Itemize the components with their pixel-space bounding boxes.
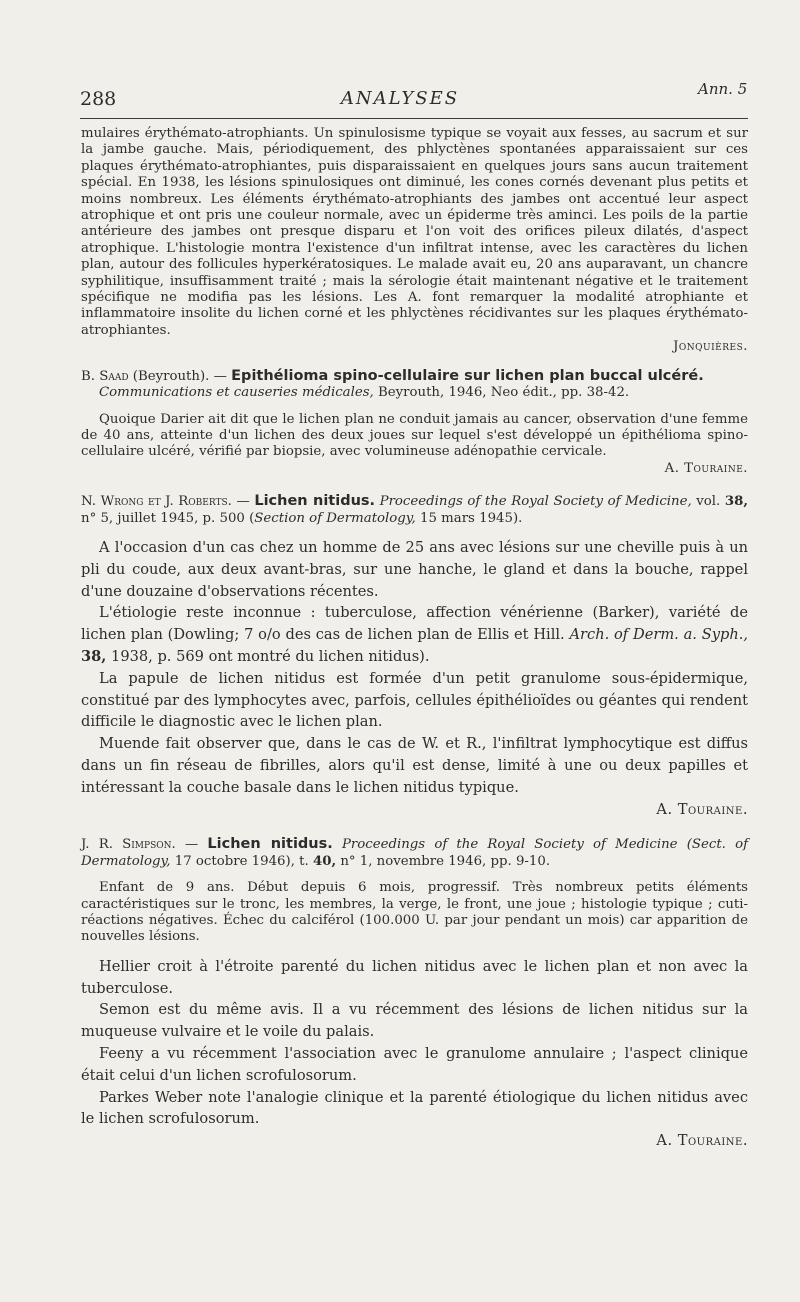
continued-analysis <box>81 126 748 356</box>
source-title: Communications et causeries médicales, <box>99 385 374 401</box>
citation <box>81 368 748 402</box>
citation <box>81 836 748 870</box>
summary-paragraph: Quoique Darier ait dit que le lichen plan ne conduit jamais au cancer, observation d'une femme de 40 ans, atteinte d'un lichen des deux joues sur lequel s'est développé un épithélioma spino-cellulaire ulcéré, vérifié par biopsie, avec volumineuse adénopathie cervicale. <box>81 411 748 460</box>
issue: n° 5, juillet 1945, p. 500 ( <box>81 510 255 526</box>
author-place: (Beyrouth). — <box>132 368 227 384</box>
body-paragraph-etiology <box>81 602 748 667</box>
reference-journal: Arch. of Derm. a. Syph., <box>569 626 748 644</box>
author: N. Wrong et J. Roberts. — <box>81 494 250 510</box>
volume-number: 38, <box>724 494 748 510</box>
section-date: 15 mars 1945). <box>420 510 523 526</box>
article-title: Lichen nitidus. <box>254 493 376 510</box>
analysis-simpson <box>81 836 748 1152</box>
page-body <box>81 126 748 1152</box>
author: J. R. Simpson. — <box>81 837 199 853</box>
volume-label: vol. <box>696 494 721 510</box>
section: Section of Dermatology, <box>254 510 416 526</box>
article-title: Lichen nitidus. <box>207 836 333 853</box>
reference-volume: 38, <box>81 647 107 665</box>
source-details: n° 1, novembre 1946, pp. 9-10. <box>340 853 551 869</box>
body-paragraph: La papule de lichen nitidus est formée d'un petit granulome sous-épidermique, constitué par des lymphocytes avec, parfois, cellules épithélioïdes ou géantes qui rendent difficile le diagnostic avec le lichen plan. <box>81 669 748 731</box>
citation <box>81 493 748 527</box>
article-title: Epithélioma spino-cellulaire sur lichen plan buccal ulcéré. <box>231 367 704 384</box>
reference-details: 1938, p. 569 ont montré du lichen nitidus). <box>111 647 430 665</box>
signature: A. Touraine. <box>656 800 748 818</box>
source-title: Proceedings of the Royal Society of Medicine, <box>379 494 692 510</box>
body-paragraph: A l'occasion d'un cas chez un homme de 25 ans avec lésions sur une cheville puis à un pli du coude, aux deux avant-bras, sur une hanche, le gland et dans la bouche, rappel d'une douzaine d'observations récentes. <box>81 538 748 600</box>
continued-paragraph: mulaires érythémato-atrophiants. Un spinulosisme typique se voyait aux fesses, au sacrum et sur la jambe gauche. Mais, périodiquement, des phlyctènes spontanées apparaissaient sur ces plaques érythémato-atrophiantes, puis disparaissaient en quelques jours sans aucun traitement spécial. En 1938, les lésions spinulosiques ont diminué, les cones cornés devenant plus petits et moins nombreux. Les éléments érythémato-atrophiants des jambes ont accentué leur aspect atrophique et ont pris une couleur normale, avec un épiderme très aminci. Les poils de la partie antérieure des jambes ont presque disparu et l'on voit des orifices pileux dilatés, d'aspect atrophique. L'histologie montra l'existence d'un infiltrat intense, avec les caractères du lichen plan, autour des follicules hyperkératosiques. Le malade avait eu, 20 ans auparavant, un chancre syphilitique, insuffisamment traité ; mais la sérologie était maintenant négative et le traitement spécifique ne modifia pas les lésions. Les A. font remarquer la modalité atrophiante et inflammatoire insolite du lichen corné et les phlyctènes récidivantes sur les plaques érythémato-atrophiantes. <box>81 126 748 338</box>
analysis-saad <box>81 368 748 477</box>
signature: Jonquières. <box>673 339 748 355</box>
case-summary: Enfant de 9 ans. Début depuis 6 mois, progressif. Très nombreux petits éléments caractéristiques sur le tronc, les membres, la verge, le front, une joue ; histologie typique ; cuti-réactions négatives. Échec du calciférol (100.000 U. par jour pendant un mois) car apparition de nouvelles lésions. <box>81 880 748 945</box>
signature: A. Touraine. <box>664 460 748 476</box>
running-title: ANALYSES <box>340 88 460 109</box>
source-title: Proceedings of the Royal Society of Medicine (Sect. of Dermatology, <box>81 837 749 869</box>
source-date: 17 octobre 1946), t. <box>174 853 309 869</box>
body-paragraph: Muende fait observer que, dans le cas de W. et R., l'infiltrat lymphocytique est diffus dans un fin réseau de fibrilles, alors qu'il est dense, limité à une ou deux papilles et intéressant la couche basale dans le lichen nitidus typique. <box>81 735 748 796</box>
body-paragraph: Hellier croit à l'étroite parenté du lichen nitidus avec le lichen plan et non avec la tuberculose. <box>81 957 748 997</box>
author: B. Saad <box>81 368 129 384</box>
body-paragraph: Semon est du même avis. Il a vu récemment des lésions de lichen nitidus sur la muqueuse vulvaire et le voile du palais. <box>81 1001 748 1041</box>
body-paragraph: Feeny a vu récemment l'association avec le granulome annulaire ; l'aspect clinique était celui d'un lichen scrofulosorum. <box>81 1044 748 1084</box>
etiology-text: L'étiologie reste inconnue : tuberculose, affection vénérienne (Barker), variété de lichen plan (Dowling; 7 o/o des cas de lichen plan de Ellis et Hill. <box>81 604 748 644</box>
handwritten-annotation: Ann. 5 <box>698 80 748 98</box>
header-rule <box>80 118 748 119</box>
source-details: Beyrouth, 1946, Neo édit., pp. 38-42. <box>378 385 630 401</box>
analysis-wrong-roberts <box>81 493 748 820</box>
body-paragraph: Parkes Weber note l'analogie clinique et la parenté étiologique du lichen nitidus avec le lichen scrofulosorum. <box>81 1088 748 1128</box>
volume-number: 40, <box>312 853 337 869</box>
page-number: 288 <box>80 88 117 110</box>
signature: A. Touraine. <box>656 1132 748 1150</box>
